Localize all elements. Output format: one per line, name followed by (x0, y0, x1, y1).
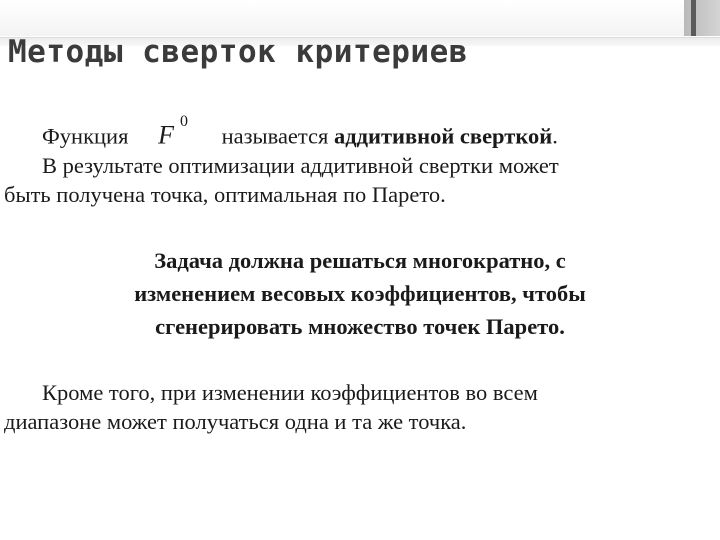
formula-f0 (158, 115, 188, 150)
note-line-2: диапазоне может получаться одна и та же точка. (4, 409, 467, 434)
note-line-1: Кроме того, при изменении коэффициентов во всем (42, 380, 538, 405)
formula-symbol: F (158, 120, 174, 150)
slide-header-band (0, 0, 720, 36)
formula-superscript: 0 (179, 113, 188, 130)
definition-period: . (552, 123, 558, 149)
paragraph-definition (4, 115, 704, 209)
header-accent-block (684, 0, 720, 36)
slide-title: Методы сверток критериев (8, 34, 468, 70)
result-line-2: быть получена точка, оптимальная по Парето. (4, 181, 446, 207)
header-accent-stripe (691, 0, 696, 36)
definition-text: называется (221, 123, 334, 149)
paragraph-emphasis (0, 244, 720, 343)
function-label: Функция (42, 123, 129, 149)
paragraph-note (4, 378, 704, 436)
additive-convolution-term: аддитивной сверткой (333, 123, 553, 149)
emphasis-line-2: изменением весовых коэффициентов, чтобы (134, 281, 586, 306)
result-line-1: В результате оптимизации аддитивной свертки может (42, 152, 559, 178)
emphasis-line-1: Задача должна решаться многократно, с (154, 248, 566, 273)
definition-line (4, 115, 704, 151)
emphasis-line-3: сгенерировать множество точек Парето. (155, 314, 565, 339)
